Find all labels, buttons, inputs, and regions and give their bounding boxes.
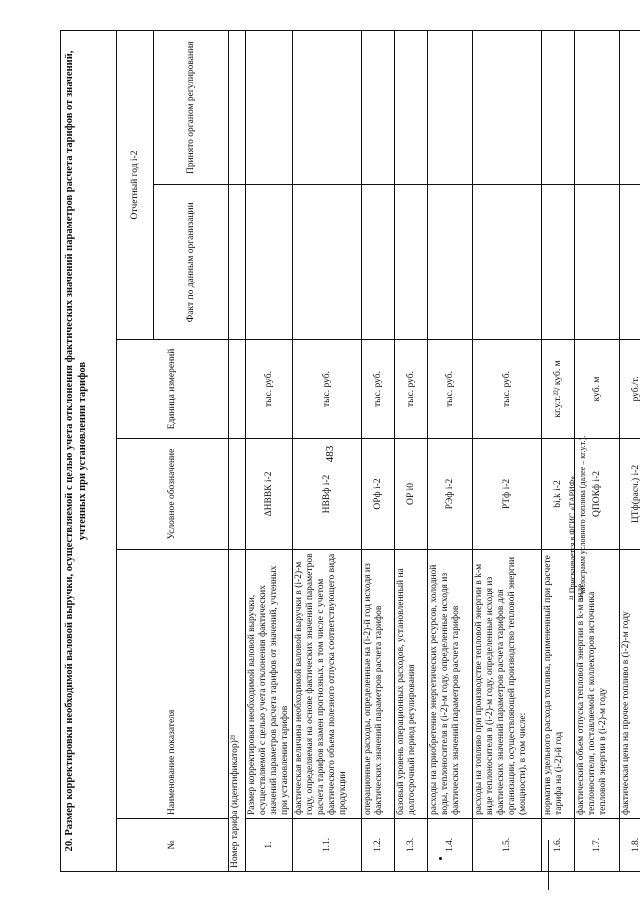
row-unit: тыс. руб.	[395, 340, 428, 439]
row-fact	[293, 185, 362, 340]
row-name: фактический объем отпуска тепловой энергии в k-м виде теплоносителя, поставляемой с коллекторов источника тепловой энергии в (i-2)-м году	[575, 550, 620, 819]
row-accepted	[362, 31, 395, 186]
row-unit: руб./т.	[620, 340, 640, 439]
row-symbol: НВВф i-2	[293, 439, 362, 550]
row-symbol: РЭф i-2	[428, 439, 473, 550]
table-row	[395, 31, 428, 872]
footnote-22: ²² килограмм условного топлива (далее – кг.у.т.).	[578, 435, 587, 600]
row-accepted	[473, 31, 542, 186]
row-name: базовый уровень операционных расходов, установленный на долгосрочный период регулирования	[395, 550, 428, 819]
row-unit: кг.у.т.²²/ куб. м	[542, 340, 575, 439]
row-symbol: ЦТф(расч.) i-2	[620, 439, 640, 550]
row-unit: куб. м	[575, 340, 620, 439]
header-unit: Единица измерений	[117, 340, 229, 439]
header-symbol: Условное обозначение	[117, 439, 229, 550]
row-unit: тыс. руб.	[428, 340, 473, 439]
indicators-table	[116, 30, 640, 872]
header-name: Наименование показателя	[117, 550, 229, 819]
row-num: 1.2.	[362, 819, 395, 872]
row-symbol: ΔНВВК i-2	[246, 439, 293, 550]
table-cell	[229, 185, 246, 340]
row-name: фактическая величина необходимой валовой выручки в (i-2)-м году, определяемая на основе фактических значений параметров расчета тарифов взамен прогнозных, в том числе с учетом фактического объема полезного отпуска соответствующего вида продукции	[293, 550, 362, 819]
row-accepted	[395, 31, 428, 186]
row-unit: тыс. руб.	[362, 340, 395, 439]
row-fact	[473, 185, 542, 340]
row-num: 1.	[246, 819, 293, 872]
row-name: норматив удельного расхода топлива, примененный при расчете тарифа на (i-2)-й год	[542, 550, 575, 819]
row-symbol: ОРф i-2	[362, 439, 395, 550]
row-num: 1.4.	[428, 819, 473, 872]
row-fact	[362, 185, 395, 340]
table-row	[246, 31, 293, 872]
row-name: расходы на приобретение энергетических ресурсов, холодной воды, теплоносителя в (i-2)-м году, определенные исходя из фактических значений параметров расчета тарифов	[428, 550, 473, 819]
table-row	[473, 31, 542, 872]
header-accepted: Принято органом регулирования	[154, 31, 229, 186]
row-accepted	[542, 31, 575, 186]
row-name: фактическая цена на прочее топливо в (i-2)-м году	[620, 550, 640, 819]
row-num: 1.5.	[473, 819, 542, 872]
row-accepted	[575, 31, 620, 186]
row-num: 1.6.	[542, 819, 575, 872]
header-num: №	[117, 819, 229, 872]
table-cell	[229, 31, 246, 186]
row-unit: тыс. руб.	[246, 340, 293, 439]
section-title: 20. Размер корректировки необходимой валовой выручки, осуществляемой с целью учета отклонения фактических значений параметров расчета тарифов от значений, учтенных при установлении тарифов	[60, 30, 116, 872]
table-cell	[229, 340, 246, 439]
footnote-separator	[548, 840, 549, 890]
row-num: 1.1.	[293, 819, 362, 872]
row-accepted	[428, 31, 473, 186]
row-fact	[428, 185, 473, 340]
footnote-21: ²¹ Присваивается в ФГИС «ТАРИФ».	[568, 473, 577, 600]
row-symbol: РТф i-2	[473, 439, 542, 550]
table-cell	[229, 439, 246, 550]
row-accepted	[620, 31, 640, 186]
row-symbol: ОР i0	[395, 439, 428, 550]
row-symbol: bi,k i-2	[542, 439, 575, 550]
row-fact	[246, 185, 293, 340]
row-symbol: QПОКф i-2	[575, 439, 620, 550]
table-row	[620, 31, 640, 872]
row-name: расходы на топливо при производстве тепловой энергии в k-м виде теплоносителя в (i-2)-м году, определенные исходя из фактических значений параметров расчета тарифов для организации, осуществляющей производство тепловой энергии (мощности), в том числе:	[473, 550, 542, 819]
header-reporting-year: Отчетный год i-2	[117, 31, 154, 340]
row-num: 1.3.	[395, 819, 428, 872]
page-number: 483	[324, 445, 336, 463]
row-fact	[620, 185, 640, 340]
table-row	[362, 31, 395, 872]
row-num: 1.7.	[575, 819, 620, 872]
row-unit: тыс. руб.	[473, 340, 542, 439]
header-fact: Факт по данным организации	[154, 185, 229, 340]
footnotes	[568, 300, 588, 600]
row-unit: тыс. руб.	[293, 340, 362, 439]
table-row	[428, 31, 473, 872]
row-accepted	[246, 31, 293, 186]
table-row	[293, 31, 362, 872]
margin-dot	[439, 857, 442, 860]
row-num: 1.8.	[620, 819, 640, 872]
tariff-number-label: Номер тарифа (идентификатор)²¹	[229, 550, 246, 872]
row-name: Размер корректировки необходимой валовой выручки, осуществляемой с целью учета отклонения фактических значений параметров расчета тарифов от значений, учтенных при установлении тарифов	[246, 550, 293, 819]
row-name: операционные расходы, определенные на (i-2)-й год исходя из фактических значений параметров расчета тарифов	[362, 550, 395, 819]
row-accepted	[293, 31, 362, 186]
row-fact	[395, 185, 428, 340]
